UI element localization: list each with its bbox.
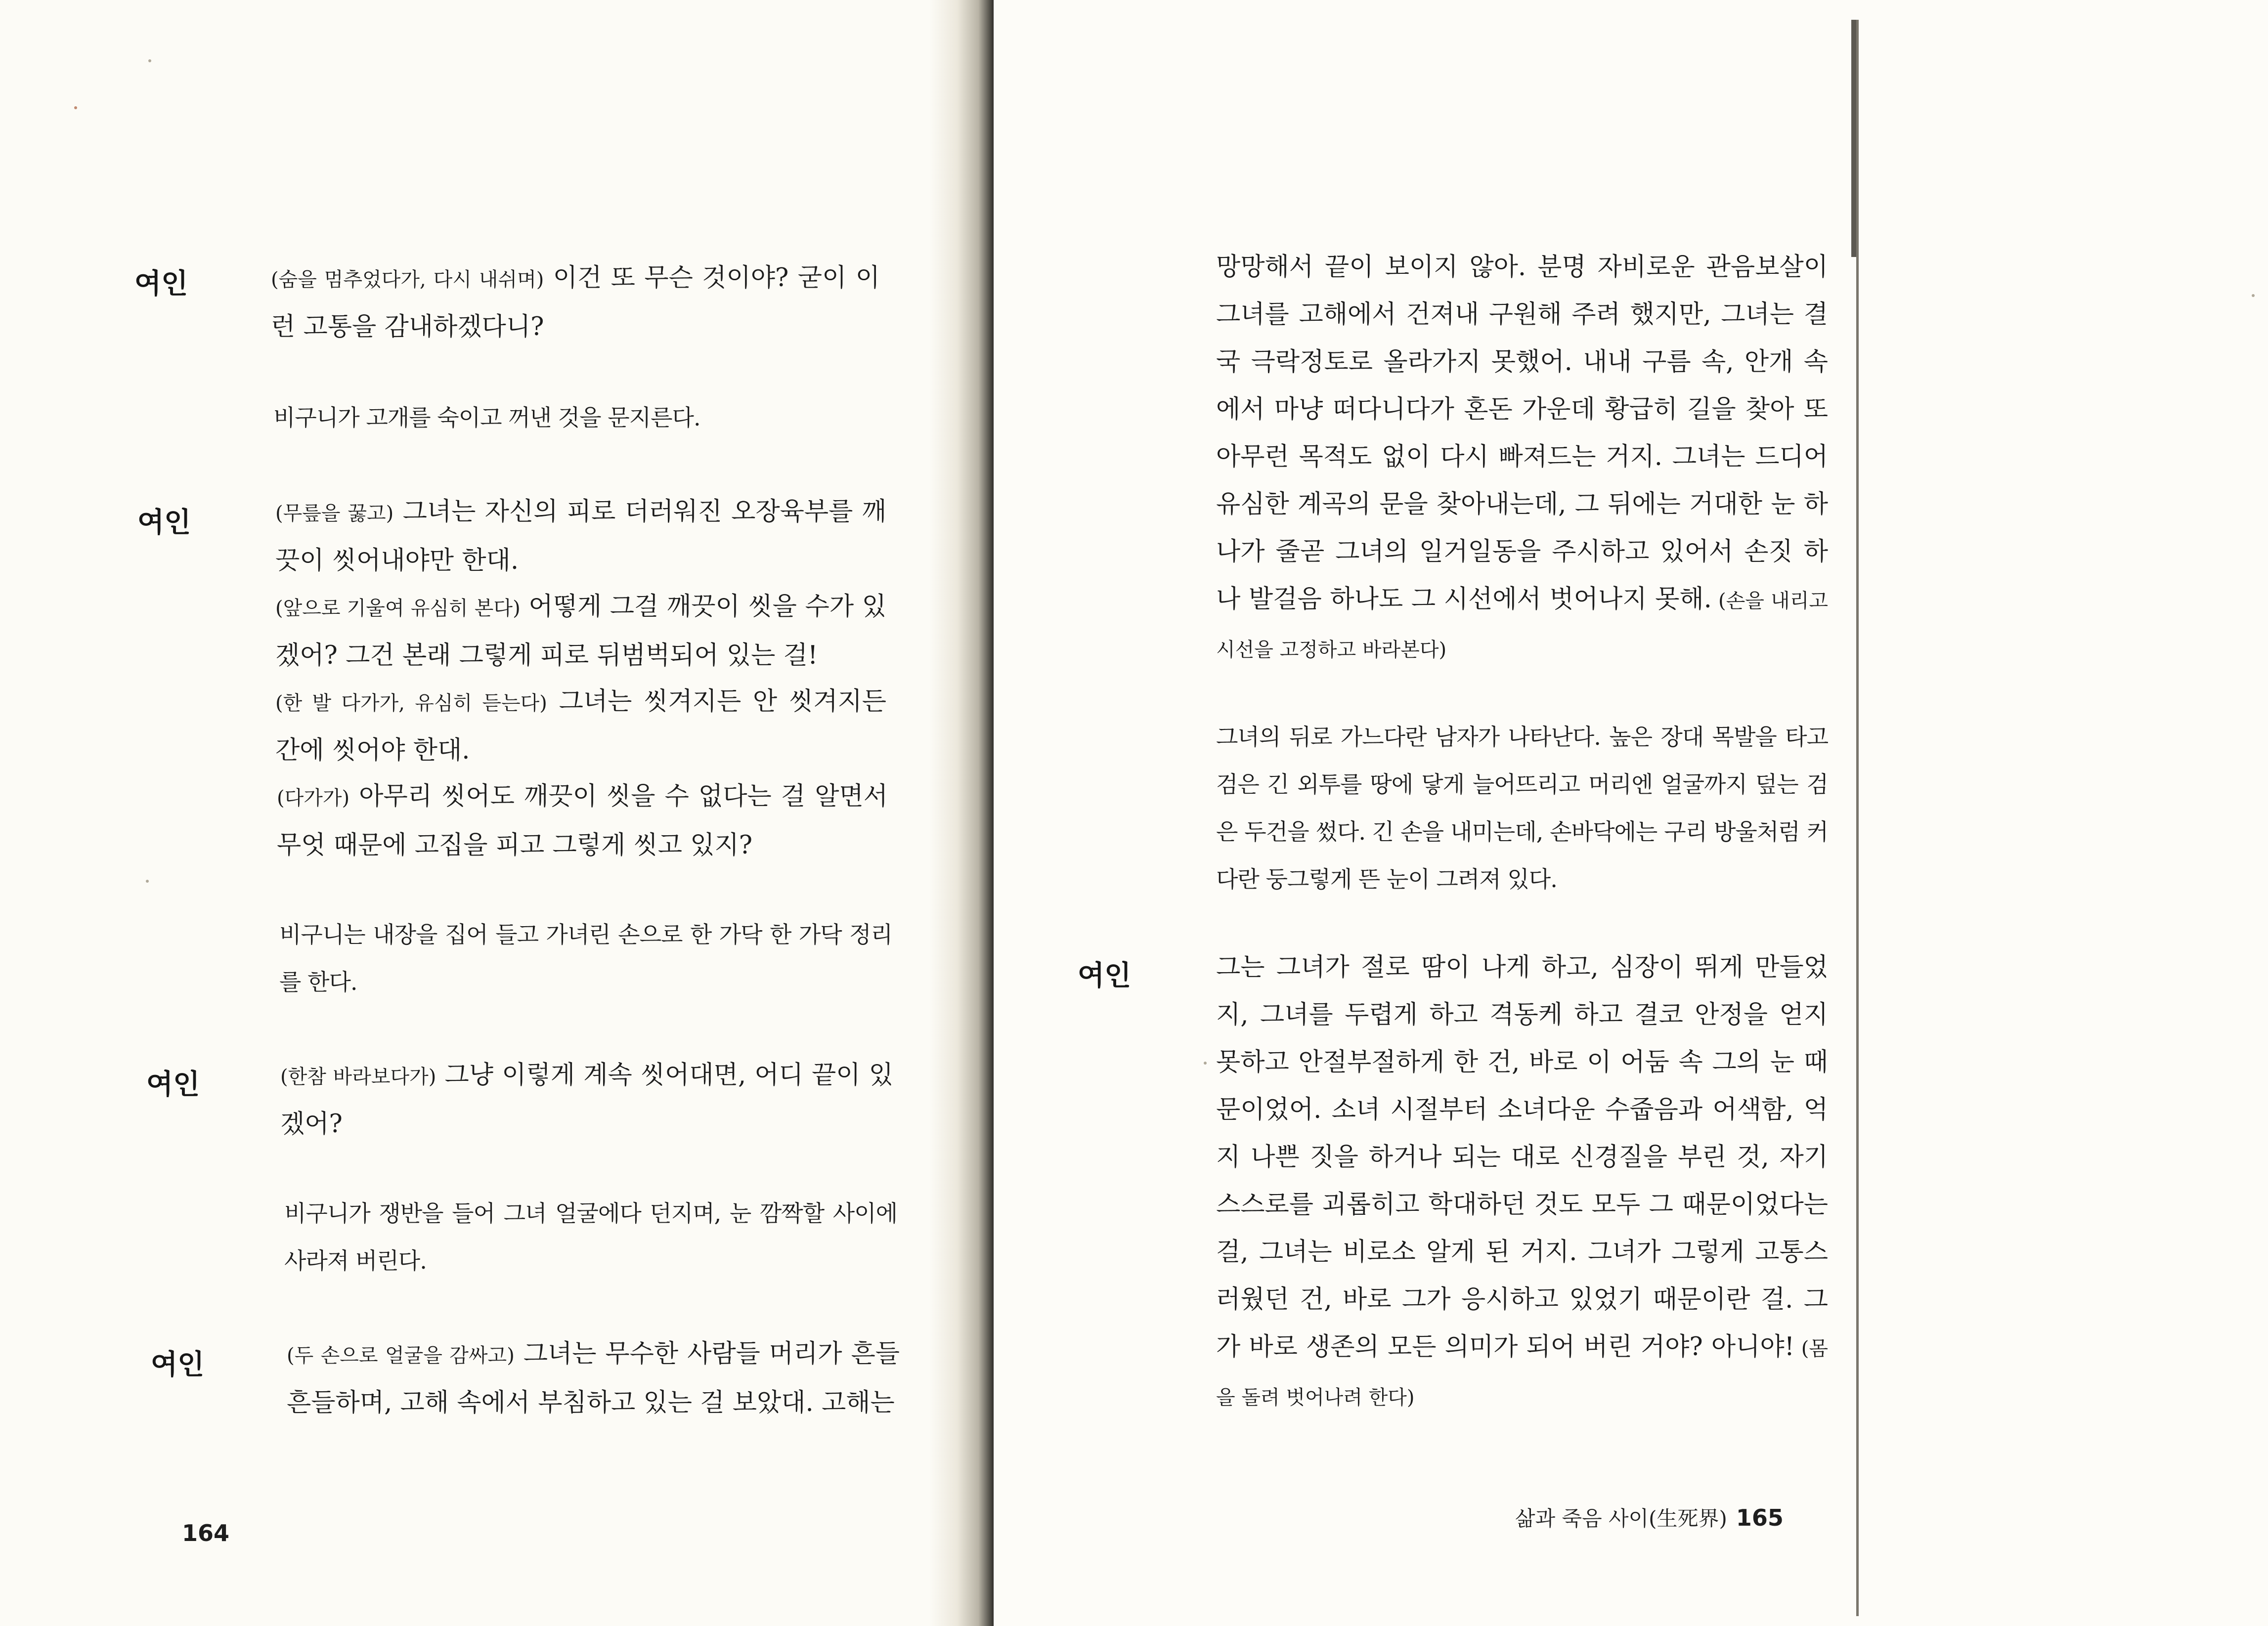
dialogue-text: 망망해서 끝이 보이지 않아. 분명 자비로운 관음보살이 그녀를 고해에서 건져내 구원해 주려 했지만, 그녀는 결국 극락정토로 올라가지 못했어. 내내 구름 속, 안개 속에서 마냥 떠다니다가 혼돈 가운데 황급히 길을 찾아 또 아무런 목적도 없이 다시 빠져드는 거지. 그녀는 드디어 유심한 계곡의 문을 찾아내는데, 그 뒤에는 거대한 눈 하나가 줄곧 그녀의 일거일동을 주시하고 있어서 손짓 하나 발걸음 하나도 그 시선에서 벗어나지 못해. [1216, 253, 1828, 614]
dialogue-paragraph [275, 488, 886, 585]
stage-direction: (앞으로 기울여 유심히 본다) [275, 597, 521, 620]
dialogue-paragraph [275, 678, 886, 774]
stage-direction: (한참 바라보다가) [280, 1066, 436, 1088]
dialogue-paragraph [1216, 944, 1828, 1421]
stage-paragraph: 그녀의 뒤로 가느다란 남자가 나타난다. 높은 장대 목발을 타고 검은 긴 외투를 땅에 닿게 늘어뜨리고 머리엔 얼굴까지 덮는 검은 두건을 썼다. 긴 손을 내미는데, 손바닥에는 구리 방울처럼 커다란 둥그렇게 뜬 눈이 그려져 있다. [1216, 724, 1828, 893]
page-number: 165 [1736, 1504, 1784, 1531]
stage-paragraph: 비구니가 고개를 숙이고 꺼낸 것을 문지른다. [273, 404, 700, 431]
speaker-label: 여인 [137, 507, 191, 539]
dialogue-text: 그녀는 자신의 피로 더러워진 오장육부를 깨끗이 씻어내야만 한대. [275, 497, 886, 575]
stage-direction: (숨을 멈추었다가, 다시 내쉬며) [271, 268, 544, 291]
dialogue-paragraph [280, 1052, 893, 1148]
page-edge-line [1856, 20, 1859, 1616]
dialogue-paragraph [275, 583, 886, 680]
dialogue-text: 아무리 씻어도 깨끗이 씻을 수 없다는 걸 알면서 무엇 때문에 고집을 피고 그렇게 씻고 있지? [277, 782, 888, 860]
dialogue-paragraph [277, 773, 888, 869]
stage-paragraph: 비구니는 내장을 집어 들고 가녀린 손으로 한 가닥 한 가닥 정리를 한다. [279, 921, 892, 995]
left-page [0, 0, 994, 1626]
dialogue-text: 어떻게 그걸 깨끗이 씻을 수가 있겠어? 그건 본래 그렇게 피로 뒤범벅되어 있는 걸! [275, 592, 886, 670]
speaker-label: 여인 [1078, 960, 1132, 992]
dialogue-paragraph [287, 1330, 900, 1427]
stage-direction: (손을 내리고 시선을 고정하고 바라본다) [1216, 590, 1828, 661]
dust-speck [146, 880, 149, 883]
dust-speck [2252, 294, 2255, 297]
stage-direction: (무릎을 꿇고) [275, 502, 394, 525]
dialogue-text: 그는 그녀가 절로 땀이 나게 하고, 심장이 뛰게 만들었지, 그녀를 두렵게 하고 격동케 하고 결코 안정을 얻지 못하고 안절부절하게 한 건, 바로 이 어둠 속 그의 눈 때문이었어. 소녀 시절부터 소녀다운 수줍음과 어색함, 억지 나쁜 짓을 하거나 되는 대로 신경질을 부린 것, 자기 스스로를 괴롭히고 학대하던 것도 모두 그 때문이었다는 걸, 그녀는 비로소 알게 된 거지. 그녀가 그렇게 고통스러웠던 건, 바로 그가 응시하고 있었기 때문이란 걸. 그가 바로 생존의 모든 의미가 되어 버린 거야? 아니야! [1216, 953, 1828, 1362]
dialogue-text: 그녀는 무수한 사람들 머리가 흔들흔들하며, 고해 속에서 부침하고 있는 걸 보았대. 고해는 [287, 1339, 900, 1417]
dialogue-text: 그녀는 씻겨지든 안 씻겨지든 간에 씻어야 한대. [275, 687, 886, 765]
running-footer [1515, 1502, 1784, 1532]
speaker-label: 여인 [146, 1069, 200, 1101]
dialogue-text: 그냥 이렇게 계속 씻어대면, 어디 끝이 있겠어? [280, 1061, 894, 1139]
dust-speck [148, 59, 151, 62]
stage-direction: (다가가) [277, 787, 350, 810]
stage-direction: (몸을 돌려 벗어나려 한다) [1216, 1337, 1828, 1409]
stage-direction: (두 손으로 얼굴을 감싸고) [287, 1344, 515, 1367]
dust-speck [1204, 1062, 1207, 1065]
dialogue-text: 이건 또 무슨 것이야? 굳이 이런 고통을 감내하겠다니? [271, 263, 880, 342]
speaker-label: 여인 [134, 268, 188, 300]
page-number: 164 [182, 1520, 230, 1546]
dialogue-paragraph [271, 255, 880, 351]
speaker-label: 여인 [151, 1349, 205, 1381]
dust-speck [74, 106, 77, 109]
stage-direction: (한 발 다가가, 유심히 듣는다) [275, 692, 547, 715]
dialogue-paragraph [1216, 244, 1828, 674]
stage-paragraph: 비구니가 쟁반을 들어 그녀 얼굴에다 던지며, 눈 깜짝할 사이에 사라져 버린다. [284, 1200, 897, 1274]
running-title: 삶과 죽음 사이(生死界) [1515, 1506, 1727, 1531]
